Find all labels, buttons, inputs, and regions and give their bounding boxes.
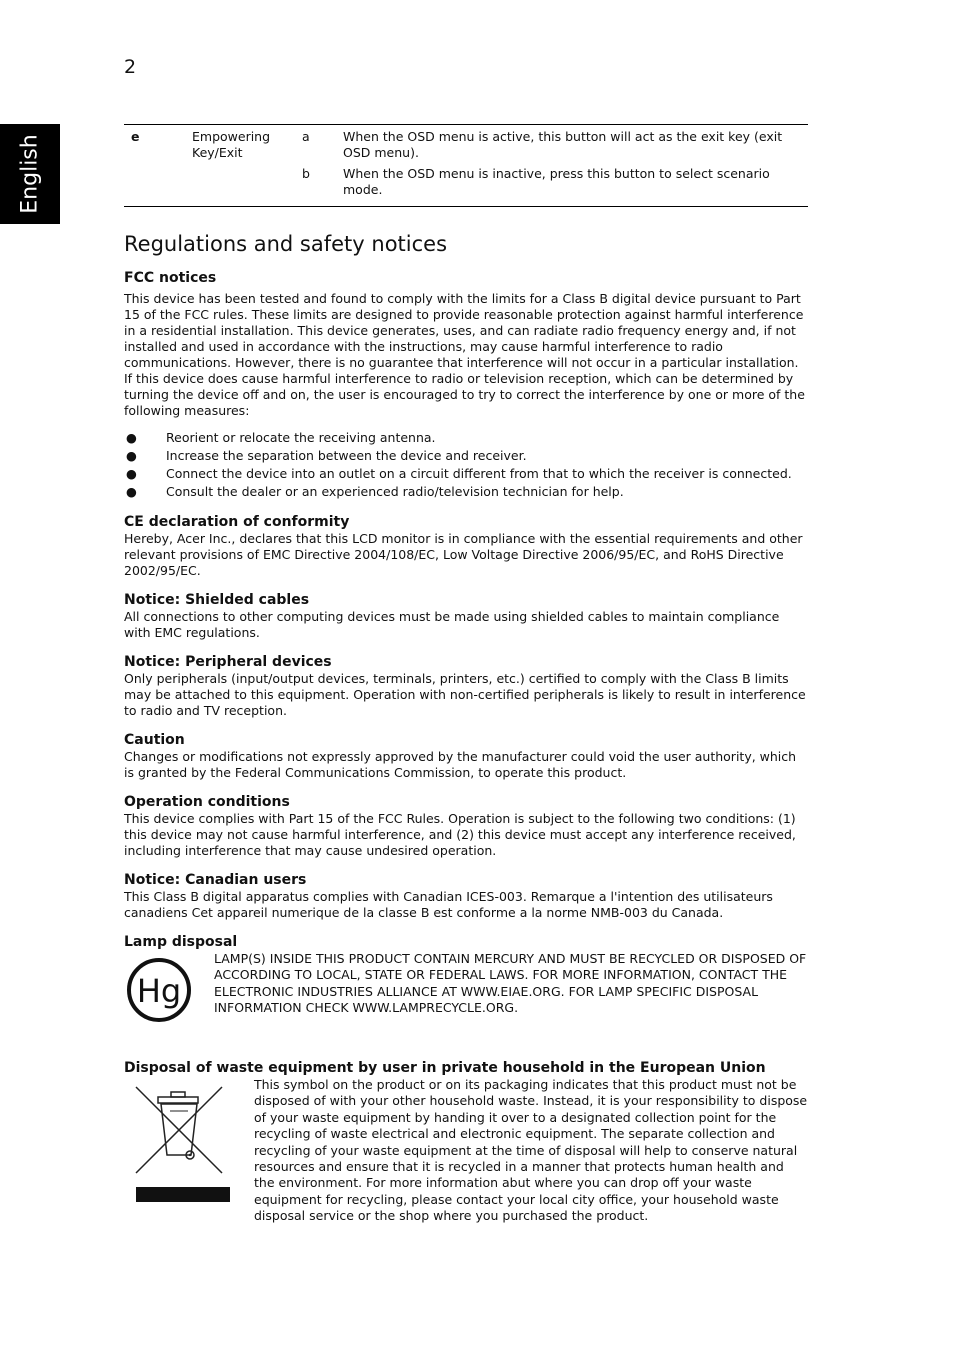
sub-item-letter: b	[302, 166, 310, 181]
section-title: Caution	[124, 732, 185, 748]
page-title: Regulations and safety notices	[124, 232, 448, 256]
page-number: 2	[124, 56, 137, 78]
mercury-hg-icon	[124, 951, 214, 1029]
list-item: ● Consult the dealer or an experienced radio/television technician for help.	[126, 484, 624, 499]
shielded-cables-section	[124, 591, 808, 641]
section-body: LAMP(S) INSIDE THIS PRODUCT CONTAIN MERCURY AND MUST BE RECYCLED OR DISPOSED OF ACCORDING TO LOCAL, STATE OR FEDERAL LAWS. FOR MORE INFORMATION, CONTACT THE ELECTRONIC INDUSTRIES ALLIANCE AT WWW.EIAE.ORG. FOR LAMP SPECIFIC DISPOSAL INFORMATION CHECK WWW.LAMPRECYCLE.ORG.	[214, 951, 807, 1015]
sub-item-text: When the OSD menu is active, this button will act as the exit key (exit OSD menu).	[343, 129, 783, 160]
hg-icon-label: Hg	[136, 972, 182, 1010]
section-title: FCC notices	[124, 270, 217, 286]
section-body: Hereby, Acer Inc., declares that this LCD monitor is in compliance with the essential requirements and other relevant provisions of EMC Directive 2004/108/EC, Low Voltage Directive 2006/95/EC, and RoHS Directive 2002/95/EC.	[124, 531, 803, 578]
bullet-icon: ●	[126, 448, 137, 463]
section-title: Notice: Canadian users	[124, 872, 307, 888]
ce-section	[124, 513, 808, 579]
lamp-disposal-section	[124, 933, 808, 1029]
caution-section	[124, 731, 808, 781]
section-body: This symbol on the product or on its packaging indicates that this product must not be disposed of with your other household waste. Instead, it is your responsibility to dispose of your waste equipment by handing it over to a designated collection point for the recycling of waste electrical and electronic equipment. The separate collection and recycling of your waste equipment at the time of disposal will help to conserve natural resources and ensure that it is recycled in a manner that protects human health and the environment. For more information abut where you can drop off your waste equipment for recycling, please contact your local city office, your household waste disposal service or the shop where you purchased the product.	[254, 1077, 808, 1224]
list-item: ● Connect the device into an outlet on a circuit different from that to which the receiver is connected.	[126, 466, 792, 481]
section-title: CE declaration of conformity	[124, 514, 350, 530]
section-body: This device complies with Part 15 of the FCC Rules. Operation is subject to the following two conditions: (1) this device may not cause harmful interference, and (2) this device must accept any interference received, including interference that may cause undesired operation.	[124, 811, 796, 858]
table-row	[124, 125, 808, 162]
peripheral-devices-section	[124, 653, 808, 719]
fcc-section	[124, 269, 808, 501]
section-body: This device has been tested and found to comply with the limits for a Class B digital device pursuant to Part 15 of the FCC rules. These limits are designed to provide reasonable protection against harmful interference in a residential installation. This device generates, uses, and can radiate radio frequency energy and, if not installed and used in accordance with the instructions, may cause harmful interference to radio communications. However, there is no guarantee that interference will not occur in a particular installation. If this device does cause harmful interference to radio or television reception, which can be determined by turning the device off and on, the user is encouraged to try to correct the interference by one or more of the following measures:	[124, 291, 805, 418]
section-title: Operation conditions	[124, 794, 290, 810]
key-name: Empowering Key/Exit	[192, 129, 271, 160]
bullet-icon: ●	[126, 466, 137, 481]
key-function-table	[124, 124, 808, 207]
list-item: ● Reorient or relocate the receiving antenna.	[126, 430, 436, 445]
language-side-tab	[0, 124, 60, 224]
sub-item-letter: a	[302, 129, 310, 144]
eu-disposal-section	[124, 1077, 808, 1225]
section-title: Notice: Peripheral devices	[124, 654, 332, 670]
section-title: Notice: Shielded cables	[124, 592, 310, 608]
section-body: Only peripherals (input/output devices, terminals, printers, etc.) certified to comply with the Class B limits may be attached to this equipment. Operation with non-certified peripherals is likely to result in interference to radio and TV reception.	[124, 671, 806, 718]
section-body: This Class B digital apparatus complies with Canadian ICES-003. Remarque a l'intention des utilisateurs canadiens Cet appareil numerique de la classe B est conforme a la norme NMB-003 du Canada.	[124, 889, 773, 920]
key-letter: e	[131, 129, 140, 144]
fcc-measures-list	[124, 429, 808, 501]
canadian-users-section	[124, 871, 808, 921]
crossed-bin-icon	[124, 1077, 254, 1225]
page-content	[124, 124, 808, 1225]
language-tab-label: English	[17, 134, 43, 214]
table-row	[124, 161, 808, 207]
bullet-icon: ●	[126, 430, 137, 445]
sub-item-text: When the OSD menu is inactive, press this button to select scenario mode.	[343, 166, 770, 197]
operation-conditions-section	[124, 793, 808, 859]
bullet-icon: ●	[126, 484, 137, 499]
list-item: ● Increase the separation between the device and receiver.	[126, 448, 527, 463]
eu-disposal-title: Disposal of waste equipment by user in private household in the European Union	[124, 1060, 766, 1076]
section-title: Lamp disposal	[124, 934, 238, 950]
section-body: All connections to other computing devices must be made using shielded cables to maintain compliance with EMC regulations.	[124, 609, 780, 640]
section-body: Changes or modifications not expressly approved by the manufacturer could void the user authority, which is granted by the Federal Communications Commission, to operate this product.	[124, 749, 797, 780]
